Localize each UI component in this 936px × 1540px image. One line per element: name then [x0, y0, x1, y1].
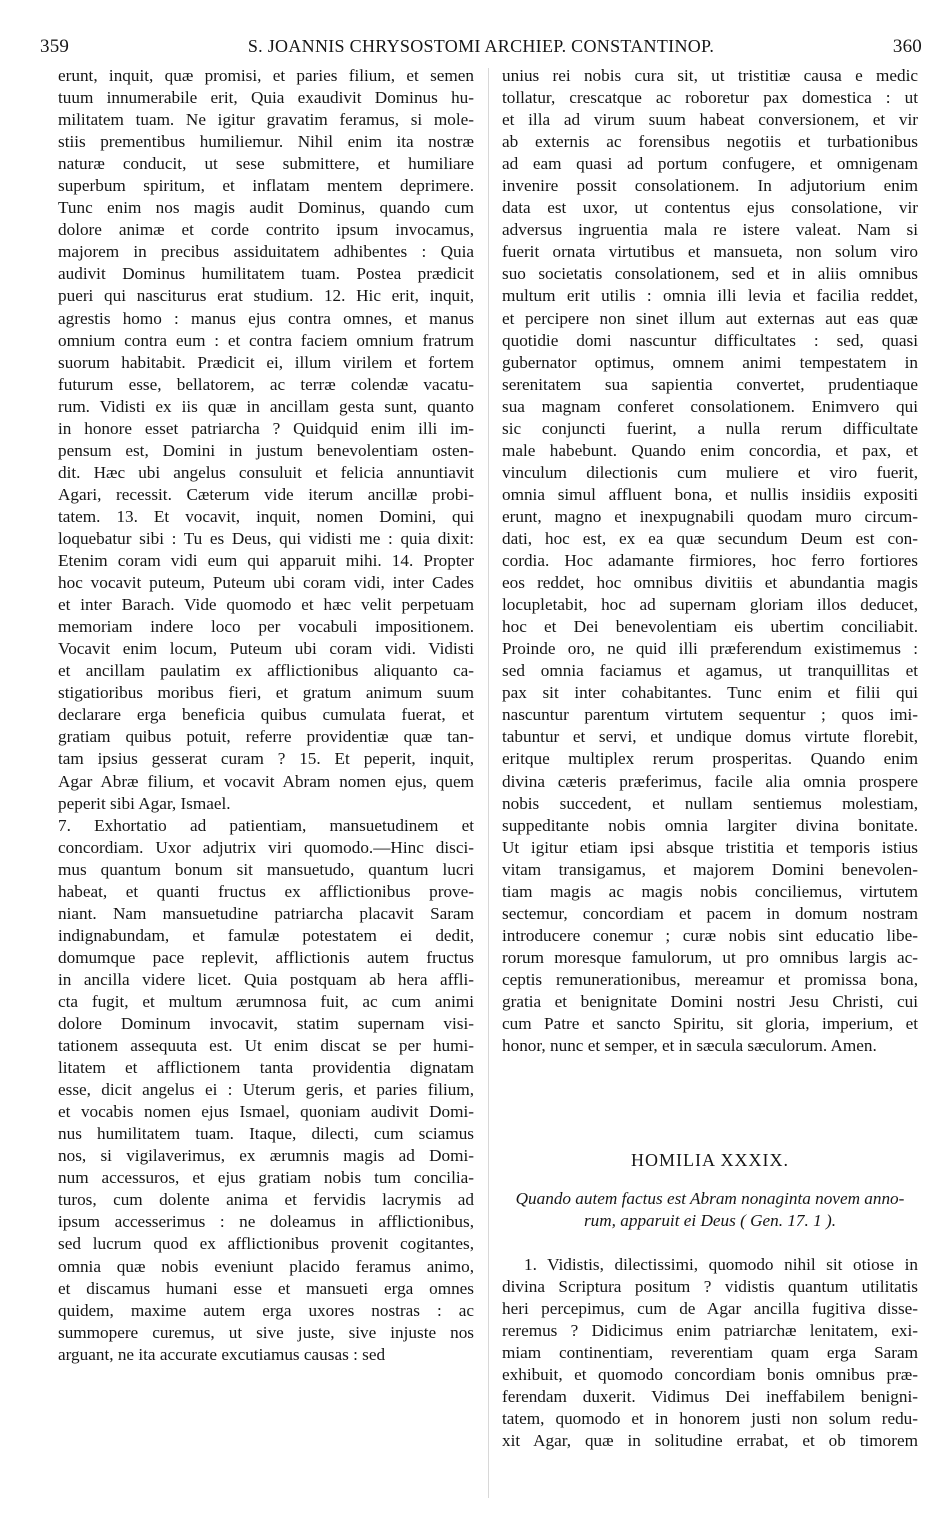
text-line: et vocabis nomen ejus Ismael, quoniam audivit Domi-: [58, 1102, 474, 1122]
text-line: tatem. 13. Et vocavit, inquit, nomen Domini, qui: [58, 506, 474, 526]
page-header: [40, 36, 922, 60]
homily-subtitle: [502, 1188, 918, 1232]
text-line: gratia et benignitate Domini nostri Jesu Christi, cui: [502, 991, 918, 1011]
text-line: male habebunt. Quando enim concordia, et pax, et: [502, 440, 918, 460]
text-line: unius rei nobis cura sit, ut tristitiæ causa e medic: [502, 66, 918, 85]
text-line: miam continentiam, reverentiam quam erga Saram: [502, 1343, 918, 1363]
text-line: suppeditante nobis omnia largiter divina bonitate.: [502, 815, 918, 835]
column-divider: [488, 68, 489, 1498]
text-line: tabuntur et servi, et undique domus virtute florebit,: [502, 727, 918, 747]
text-line: omnium contra eum : et contra faciem omnium fratrum: [58, 330, 474, 350]
text-line: naturæ conducit, ut sese submittere, et humiliare: [58, 154, 474, 174]
text-line: nus humilitatem tuam. Itaque, dilecti, cum sciamus: [58, 1124, 474, 1144]
page-number-right: 360: [892, 36, 922, 57]
text-line: concordiam. Uxor adjutrix viri quomodo.—Hinc disci-: [58, 837, 474, 857]
text-line: invenire possit consolationem. In adjutorium enim: [502, 176, 918, 196]
text-line: multum erit utilis : omnia illi levia et facilia reddet,: [502, 286, 918, 306]
text-line: fuerit ornata virtutibus et mansueta, non solum viro: [502, 242, 918, 262]
text-line: peperit sibi Agar, Ismael.: [58, 793, 231, 813]
text-line: in honore esset patriarcha ? Quidquid enim illi im-: [58, 418, 474, 438]
subtitle-line: rum, apparuit ei Deus ( Gen. 17. 1 ).: [583, 1211, 837, 1231]
text-line: loquebatur sibi : Tu es Deus, qui vidisti me : quia dixit:: [58, 528, 474, 548]
text-line: pueri qui nasciturus erat studium. 12. Hic erit, inquit,: [58, 286, 474, 306]
text-line: ceptis remunerationibus, mereamur et promissa bona,: [502, 969, 918, 989]
text-line: in ancilla videre licet. Quia postquam ab hera affli-: [58, 969, 474, 989]
page-number-left: 359: [40, 36, 70, 57]
text-line: domumque pace replevit, afflictionis autem fructus: [58, 947, 474, 967]
text-line: vinculum dilectionis cum muliere et viro fuerit,: [502, 462, 918, 482]
text-line: militatem tuam. Ne igitur gravatim feramus, si mole-: [58, 110, 474, 130]
text-line: ad eam quasi ad portum confugere, et omnigenam: [502, 154, 918, 174]
text-line: dati, hoc est, ex ea quæ secundum Deum est con-: [502, 528, 918, 548]
text-line: quidem, maxime autem erga uxores nostras : ac: [58, 1300, 474, 1320]
running-title: S. JOANNIS CHRYSOSTOMI ARCHIEP. CONSTANTINOP.: [247, 36, 715, 56]
text-line: pensum est, Domini in justum benevolentiam osten-: [58, 440, 474, 460]
text-line: Ut igitur etiam ipsi absque tristitia et temporis istius: [502, 837, 918, 857]
text-line: honor, nunc et semper, et in sæcula sæculorum. Amen.: [502, 1036, 877, 1056]
homily-title: HOMILIA XXXIX.: [631, 1150, 789, 1170]
left-column: [58, 65, 474, 1366]
text-line: dolore Dominum invocavit, statim supernam visi-: [58, 1014, 474, 1034]
text-line: agrestis homo : manus ejus contra omnes, et manus: [58, 308, 474, 328]
text-line: sed lucrum quod ex afflictionibus provenit cogitantes,: [58, 1234, 474, 1254]
text-line: stigatioribus moribus fieri, et gratum animum suum: [58, 683, 474, 703]
subtitle-line: Quando autem factus est Abram nonaginta novem anno-: [515, 1189, 905, 1208]
text-line: majorem in precibus assiduitatem adhibentes : Quia: [58, 242, 474, 262]
text-line: suo societatis consolationem, sed et in aliis omnibus: [502, 264, 918, 284]
text-line: omnia quæ nobis eveniunt placido feramus animo,: [58, 1256, 474, 1276]
text-line: num accessuros, et ejus gratiam nobis tum concilia-: [58, 1168, 474, 1188]
text-line: tationem assequuta est. Ut enim discat se per humi-: [58, 1036, 474, 1056]
text-line: declarare erga beneficia quibus cumulata fuerat, et: [58, 705, 474, 725]
text-line: vitam transigamus, et majorem Domini benevolen-: [502, 859, 918, 879]
text-line: suorum habitabit. Prædicit ei, illum virilem et fortem: [58, 352, 474, 372]
text-line: futurum esse, bellatorem, ac terræ colendæ vacatu-: [58, 374, 474, 394]
text-line: nascuntur parentum virtutem sequentur ; quos imi-: [502, 705, 918, 725]
text-line: gratiam quibus potuit, referre providentiæ quæ tan-: [58, 727, 474, 747]
text-line: sectemur, concordiam et pacem in domum nostram: [502, 903, 918, 923]
text-line: Agari, recessit. Cæterum vide iterum ancillæ probi-: [58, 484, 474, 504]
text-line: divina cæteris præferimus, facile alia omnia prospere: [502, 771, 918, 791]
text-line: reremus ? Didicimus enim patriarchæ lenitatem, exi-: [502, 1321, 918, 1341]
text-line: indignabundam, et famulæ potestatem ei dedit,: [58, 925, 474, 945]
text-line: stiis prementibus humiliemur. Nihil enim ita nostræ: [58, 132, 474, 152]
text-line: turos, cum dolente anima et fervidis lacrymis ad: [58, 1190, 474, 1210]
text-line: sed omnia faciamus et agamus, ut tranquillitas et: [502, 661, 918, 681]
text-line: 7. Exhortatio ad patientiam, mansuetudinem et: [58, 815, 474, 835]
text-line: pax sit inter cohabitantes. Tunc enim et filii qui: [502, 683, 918, 703]
text-line: tuum innumerabile erit, Quia exaudivit Dominus hu-: [58, 88, 474, 108]
text-line: xit Agar, quæ in solitudine errabat, et ob timorem: [502, 1431, 918, 1451]
text-line: habeat, et quanti fructus ex afflictionibus prove-: [58, 881, 474, 901]
text-line: mus quantum bonum sit mansuetudo, quantum lucri: [58, 859, 474, 879]
text-line: dolore animæ et corde contrito ipsum invocamus,: [58, 220, 474, 240]
text-line: data est uxor, ut contentus ejus consolatione, vir: [502, 198, 918, 218]
text-line: memoriam indere loco per vocabuli impositionem.: [58, 617, 474, 637]
text-line: cta fugit, et multum ærumnosa fuit, ac cum animi: [58, 991, 474, 1011]
text-line: adversus ingruentia mala re istere valeat. Nam si: [502, 220, 918, 240]
text-line: sic conjuncti fuerint, a nulla rerum difficultate: [502, 418, 918, 438]
text-line: et percipere non sinet illum aut externas aut eas quæ: [502, 308, 918, 328]
text-line: et ancillam paulatim ex afflictionibus aliquanto ca-: [58, 661, 474, 681]
text-line: tam ipsius gesserat curam ? 15. Et peperit, inquit,: [58, 749, 474, 769]
right-column: [502, 65, 918, 1057]
text-line: serenitatem sua sapientia convertet, prudentiaque: [502, 374, 918, 394]
text-line: arguant, ne ita accurate excutiamus causas : sed: [58, 1344, 386, 1364]
text-line: 1. Vidistis, dilectissimi, quomodo nihil sit otiose in: [524, 1255, 918, 1274]
text-line: ipsum accesserimus : ne doleamus in afflictionibus,: [58, 1212, 474, 1232]
text-line: rum. Vidisti ex iis quæ in ancillam gesta sunt, quanto: [58, 396, 474, 416]
text-line: Tunc enim nos magis audit Dominus, quando cum: [58, 198, 474, 218]
text-line: tiam magis ac magis nobis conciliemus, virtutem: [502, 881, 918, 901]
text-line: dit. Hæc ubi angelus consuluit et felicia annuntiavit: [58, 462, 474, 482]
text-line: eos reddet, hoc omnibus divitiis et abundantia magis: [502, 573, 918, 593]
text-line: ferendam duxerit. Vidimus Dei ineffabilem benigni-: [502, 1387, 918, 1407]
text-line: erunt, magno et inexpugnabili quodam muro circum-: [502, 506, 918, 526]
text-line: litatem et afflictionem tanta providentia dignatam: [58, 1058, 474, 1078]
text-line: gubernator optimus, omnem animi tempestatem in: [502, 352, 918, 372]
text-line: heri percepimus, cum de Agar ancilla fugitiva disse-: [502, 1299, 918, 1319]
text-line: tollatur, crescatque ac roboretur pax domestica : ut: [502, 88, 918, 108]
text-line: Proinde oro, ne quid illi præferendum existimemus :: [502, 639, 918, 659]
text-line: cordia. Hoc adamante firmiores, hoc ferro fortiores: [502, 551, 918, 571]
text-line: hoc vocavit puteum, Puteum ubi coram vidi, inter Cades: [58, 573, 474, 593]
text-line: superbum spiritum, et inflatam mentem deprimere.: [58, 176, 474, 196]
text-line: nos, si vigilaverimus, ex ærumnis magis ad Domi-: [58, 1146, 474, 1166]
text-line: Etenim coram vidi eum qui apparuit mihi. 14. Propter: [58, 551, 474, 571]
text-line: quotidie domi nascuntur difficultates : sed, quasi: [502, 330, 918, 350]
text-line: eritque multiplex rerum prosperitas. Quando enim: [502, 749, 918, 769]
text-line: Vocavit enim locum, Puteum ubi coram vidi. Vidisti: [58, 639, 474, 659]
text-line: hoc et Dei benevolentiam eis ubertim conciliabit.: [502, 617, 918, 637]
text-line: ab externis ac forensibus negotiis et turbationibus: [502, 132, 918, 152]
homily-body: [502, 1254, 918, 1452]
text-line: niant. Nam mansuetudine patriarcha placavit Saram: [58, 903, 474, 923]
text-line: introducere conemur ; curæ nobis sint educatio libe-: [502, 925, 918, 945]
text-line: exhibuit, et quomodo concordiam bonis omnibus præ-: [502, 1365, 918, 1385]
text-line: Agar Abræ filium, et vocavit Abram nomen ejus, quem: [58, 771, 474, 791]
text-line: et illa ad virum suum habeat conversionem, et vir: [502, 110, 918, 130]
text-line: et inter Barach. Vide quomodo et hæc velit perpetuam: [58, 595, 474, 615]
text-line: summopere curemus, ut sive juste, sive injuste nos: [58, 1322, 474, 1342]
text-line: sua magnam conferet consolationem. Enimvero qui: [502, 396, 918, 416]
text-line: omnia simul affluent bona, et nullis insidiis expositi: [502, 484, 918, 504]
text-line: nobis succedent, et nullam sentiemus molestiam,: [502, 793, 918, 813]
text-line: rorum moresque famulorum, ut pro omnibus largis ac-: [502, 947, 918, 967]
text-line: cum Patre et sancto Spiritu, sit gloria, imperium, et: [502, 1014, 918, 1034]
text-line: audivit Dominus humilitatem tuam. Postea prædicit: [58, 264, 474, 284]
text-line: et discamus humani esse et mansueti erga omnes: [58, 1278, 474, 1298]
text-line: divina Scriptura positum ? vidistis quantum utilitatis: [502, 1277, 918, 1297]
text-line: locupletabit, hoc ad supernam gloriam illos deducet,: [502, 595, 918, 615]
text-line: esse, dicit angelus ei : Uterum geris, et paries filium,: [58, 1080, 474, 1100]
text-line: erunt, inquit, quæ promisi, et paries filium, et semen: [58, 66, 474, 85]
text-line: tatem, quomodo et in honorem justi non solum redu-: [502, 1409, 918, 1429]
